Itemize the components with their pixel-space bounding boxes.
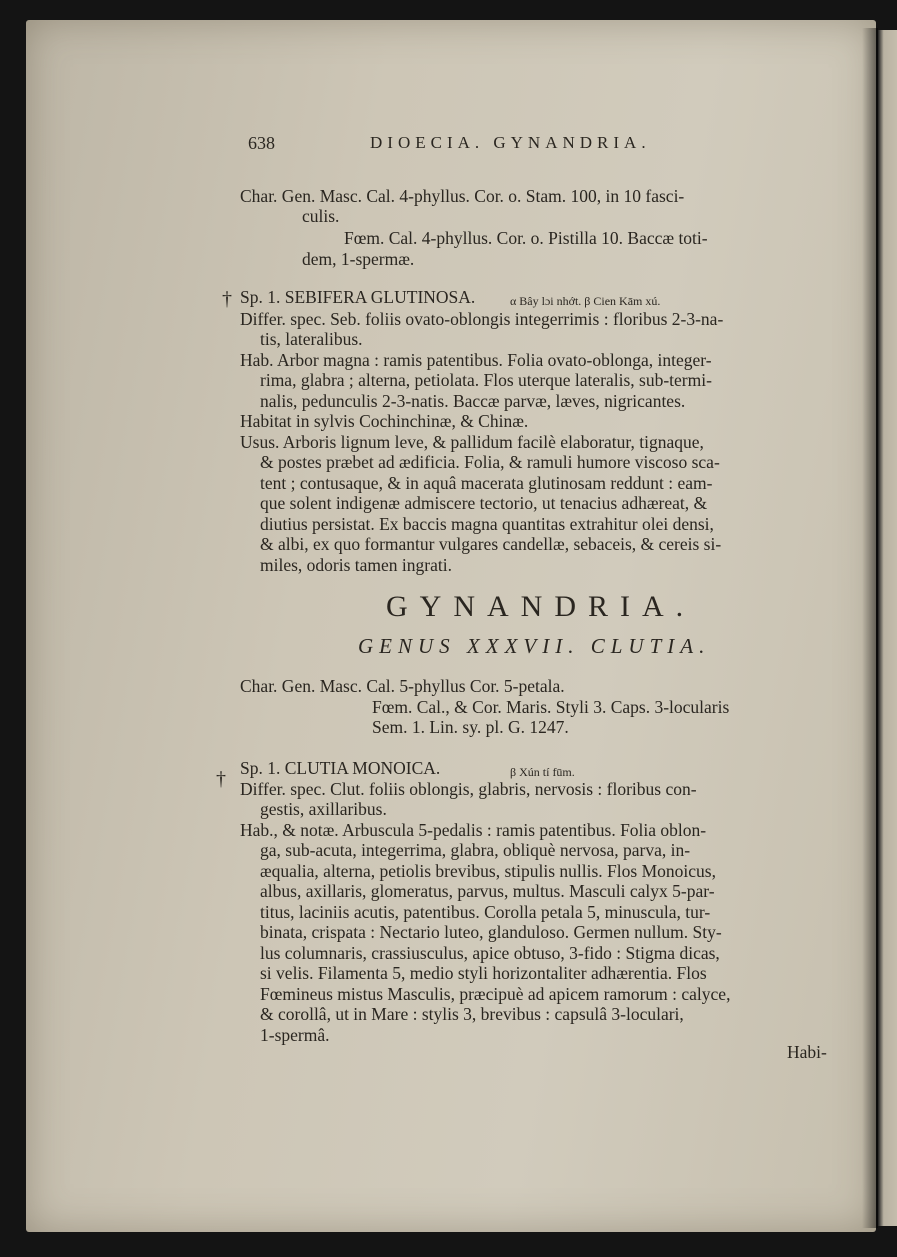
text-line: & corollâ, ut in Mare : stylis 3, brevibus : capsulâ 3-loculari, <box>260 1004 684 1024</box>
text-line: Fœmineus mistus Masculis, præcipuè ad apicem ramorum : calyce, <box>260 984 731 1004</box>
page-gutter-shadow <box>862 28 878 1228</box>
text-line: Hab., & notæ. Arbuscula 5-pedalis : ramis patentibus. Folia oblon- <box>240 820 707 840</box>
text-line: Hab. Arbor magna : ramis patentibus. Folia ovato-oblonga, integer- <box>240 350 712 370</box>
text-line: si velis. Filamenta 5, medio styli horizontaliter adhærentia. Flos <box>260 963 707 983</box>
text-line: titus, laciniis acutis, patentibus. Corolla petala 5, minuscula, tur- <box>260 902 711 922</box>
species-heading: Sp. 1. SEBIFERA GLUTINOSA. <box>240 287 476 307</box>
text-line: diutius persistat. Ex baccis magna quantitas extrahitur olei densi, <box>260 514 714 534</box>
dagger-mark: † <box>222 288 232 310</box>
text-line: ga, sub-acuta, integerrima, glabra, obliquè nervosa, parva, in- <box>260 840 691 860</box>
text-line: gestis, axillaribus. <box>260 799 387 819</box>
text-line: culis. <box>302 206 340 226</box>
text-line: Sem. 1. Lin. sy. pl. G. 1247. <box>372 717 569 737</box>
text-line: 1-spermâ. <box>260 1025 330 1045</box>
text-line: Char. Gen. Masc. Cal. 5-phyllus Cor. 5-petala. <box>240 676 565 696</box>
vernacular-names: α Bây lɔi nhớt. β Cien Kām xú. <box>510 294 661 308</box>
genus-heading: GENUS XXXVII. CLUTIA. <box>358 634 711 658</box>
text-line: Habitat in sylvis Cochinchinæ, & Chinæ. <box>240 411 529 431</box>
running-title: DIOECIA. GYNANDRIA. <box>370 133 651 152</box>
text-line: que solent indigenæ admiscere tectorio, ut tenacius adhæreat, & <box>260 493 708 513</box>
text-line: Differ. spec. Clut. foliis oblongis, glabris, nervosis : floribus con- <box>240 779 697 799</box>
text-line: tent ; contusaque, & in aquâ macerata glutinosam reddunt : eam- <box>260 473 713 493</box>
text-line: æqualia, alterna, petiolis brevibus, stipulis nullis. Flos Monoicus, <box>260 861 716 881</box>
text-line: binata, crispata : Nectario luteo, glanduloso. Germen nullum. Sty- <box>260 922 722 942</box>
page-number: 638 <box>248 133 275 153</box>
text-line: dem, 1-spermæ. <box>302 249 415 269</box>
text-line: lus columnaris, crassiusculus, apice obtuso, 3-fido : Stigma dicas, <box>260 943 720 963</box>
text-line: tis, lateralibus. <box>260 329 363 349</box>
text-line: nalis, pedunculis 2-3-natis. Baccæ parvæ, læves, nigricantes. <box>260 391 686 411</box>
section-title: GYNANDRIA. <box>386 590 696 623</box>
text-line: Fœm. Cal., & Cor. Maris. Styli 3. Caps. 3-locularis <box>372 697 730 717</box>
text-line: Fœm. Cal. 4-phyllus. Cor. o. Pistilla 10. Baccæ toti- <box>344 228 708 248</box>
text-line: miles, odoris tamen ingrati. <box>260 555 452 575</box>
text-line: Differ. spec. Seb. foliis ovato-oblongis integerrimis : floribus 2-3-na- <box>240 309 724 329</box>
text-line: & postes præbet ad ædificia. Folia, & ramuli humore viscoso sca- <box>260 452 720 472</box>
vernacular-names: β Xún tí fūm. <box>510 765 575 779</box>
text-line: Char. Gen. Masc. Cal. 4-phyllus. Cor. o. Stam. 100, in 10 fasci- <box>240 186 685 206</box>
dagger-mark: † <box>216 768 226 790</box>
text-line: & albi, ex quo formantur vulgares candellæ, sebaceis, & cereis si- <box>260 534 722 554</box>
text-line: albus, axillaris, glomeratus, parvus, multus. Masculi calyx 5-par- <box>260 881 715 901</box>
next-page-edge <box>878 30 897 1226</box>
text-line: Usus. Arboris lignum leve, & pallidum facilè elaboratur, tignaque, <box>240 432 704 452</box>
text-line: rima, glabra ; alterna, petiolata. Flos uterque lateralis, sub-termi- <box>260 370 712 390</box>
catchword: Habi- <box>787 1042 827 1062</box>
species-heading: Sp. 1. CLUTIA MONOICA. <box>240 758 441 778</box>
